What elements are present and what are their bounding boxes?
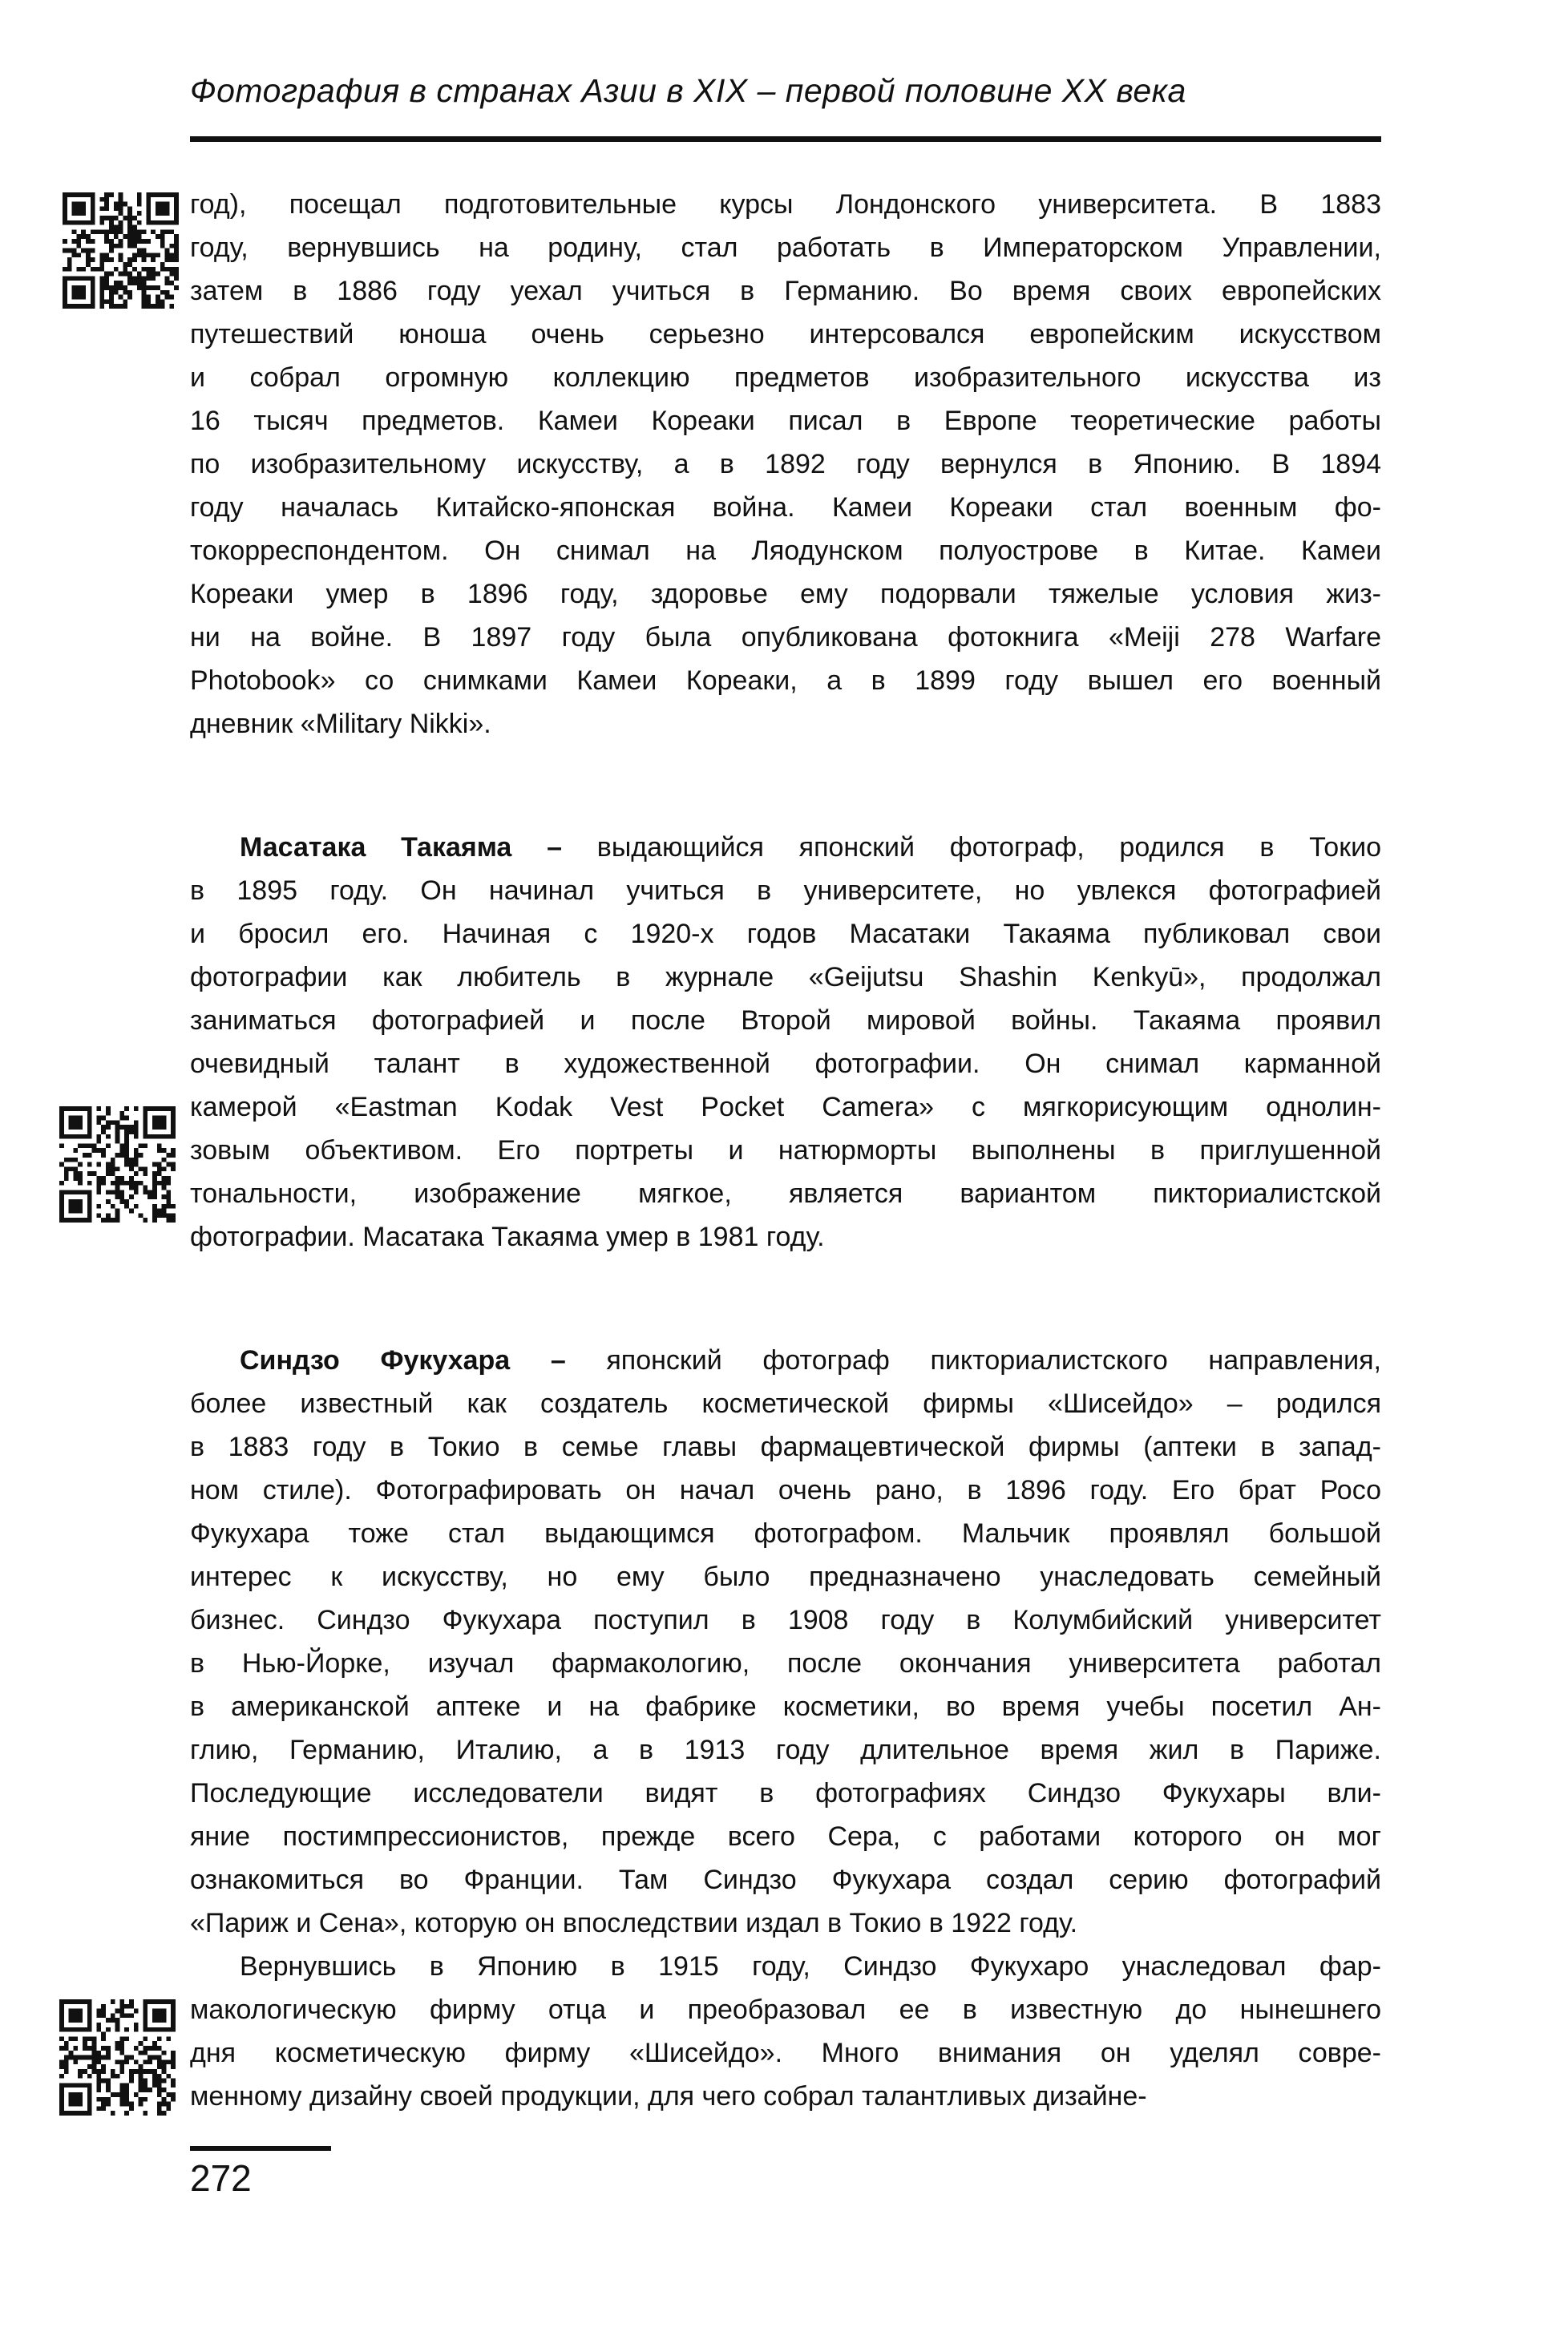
text-line: году, вернувшись на родину, стал работать в Императорском Управлении, bbox=[190, 232, 1381, 263]
qr-code bbox=[63, 192, 179, 309]
text-line: Photobook» со снимками Камеи Кореаки, а в 1899 году вышел его военный bbox=[190, 665, 1381, 696]
text-line: ни на войне. В 1897 году была опубликована фотокнига «Meiji 278 Warfare bbox=[190, 622, 1381, 653]
text-line: токорреспондентом. Он снимал на Ляодунском полуострове в Китае. Камеи bbox=[190, 536, 1381, 566]
text-line: 16 тысяч предметов. Камеи Кореаки писал в Европе теоретические работы bbox=[190, 406, 1381, 436]
paragraph bbox=[190, 183, 1381, 746]
page-number: 272 bbox=[190, 2157, 252, 2199]
text-line: камерой «Eastman Kodak Vest Pocket Camera» с мягкорисующим однолин- bbox=[190, 1092, 1381, 1122]
text-line: Синдзо Фукухара – японский фотограф пикториалистского направления, bbox=[240, 1345, 1381, 1376]
running-header-title: Фотография в странах Азии в XIX – первой половине XX века bbox=[190, 72, 1186, 109]
text-line: дня косметическую фирму «Шисейдо». Много внимания он уделял совре- bbox=[190, 2038, 1381, 2068]
text-line: глию, Германию, Италию, а в 1913 году длительное время жил в Париже. bbox=[190, 1735, 1381, 1765]
paragraph bbox=[190, 1339, 1381, 1945]
text-line: дневник «Military Nikki». bbox=[190, 709, 491, 739]
text-line: макологическую фирму отца и преобразовал ее в известную до нынешнего bbox=[190, 1995, 1381, 2025]
text-line: менному дизайну своей продукции, для чего собрал талантливых дизайне- bbox=[190, 2081, 1147, 2112]
text-line: «Париж и Сена», которую он впоследствии издал в Токио в 1922 году. bbox=[190, 1908, 1078, 1938]
text-line: в 1895 году. Он начинал учиться в университете, но увлекся фотографией bbox=[190, 875, 1381, 906]
text-line: интерес к искусству, но ему было предназначено унаследовать семейный bbox=[190, 1562, 1381, 1592]
text-line: затем в 1886 году уехал учиться в Германию. Во время своих европейских bbox=[190, 276, 1381, 306]
text-line: в американской аптеке и на фабрике косметики, во время учебы посетил Ан- bbox=[190, 1691, 1381, 1722]
qr-code bbox=[59, 1999, 176, 2116]
text-line: фотографии. Масатака Такаяма умер в 1981 году. bbox=[190, 1222, 825, 1252]
text-line: Фукухара тоже стал выдающимся фотографом. Мальчик проявлял большой bbox=[190, 1518, 1381, 1549]
body-text bbox=[190, 183, 1381, 2118]
text-line: и бросил его. Начиная с 1920-х годов Масатаки Такаяма публиковал свои bbox=[190, 919, 1381, 949]
person-name-bold: Масатака Такаяма – bbox=[240, 832, 563, 863]
text-line: в Нью-Йорке, изучал фармакологию, после окончания университета работал bbox=[190, 1648, 1381, 1679]
text-line: зовым объективом. Его портреты и натюрморты выполнены в приглушенной bbox=[190, 1135, 1381, 1166]
text-line: и собрал огромную коллекцию предметов изобразительного искусства из bbox=[190, 362, 1381, 393]
person-name-bold: Синдзо Фукухара – bbox=[240, 1345, 566, 1376]
footer-rule bbox=[190, 2146, 331, 2151]
text-line: Вернувшись в Японию в 1915 году, Синдзо Фукухаро унаследовал фар- bbox=[240, 1951, 1381, 1982]
text-line: фотографии как любитель в журнале «Geijutsu Shashin Kenkyū», продолжал bbox=[190, 962, 1381, 992]
paragraph bbox=[190, 1945, 1381, 2118]
text-line: тональности, изображение мягкое, является вариантом пикториалистской bbox=[190, 1178, 1381, 1209]
text-line: заниматься фотографией и после Второй мировой войны. Такаяма проявил bbox=[190, 1005, 1381, 1036]
text-line: ознакомиться во Франции. Там Синдзо Фукухара создал серию фотографий bbox=[190, 1865, 1381, 1895]
header-rule bbox=[190, 136, 1381, 142]
text-line: бизнес. Синдзо Фукухара поступил в 1908 году в Колумбийский университет bbox=[190, 1605, 1381, 1635]
text-line: году началась Китайско-японская война. Камеи Кореаки стал военным фо- bbox=[190, 492, 1381, 523]
text-line: в 1883 году в Токио в семье главы фармацевтической фирмы (аптеки в запад- bbox=[190, 1432, 1381, 1462]
text-line: год), посещал подготовительные курсы Лондонского университета. В 1883 bbox=[190, 189, 1381, 220]
text-line: более известный как создатель косметической фирмы «Шисейдо» – родился bbox=[190, 1388, 1381, 1419]
text-line: яние постимпрессионистов, прежде всего Сера, с работами которого он мог bbox=[190, 1821, 1381, 1852]
text-line: Кореаки умер в 1896 году, здоровье ему подорвали тяжелые условия жиз- bbox=[190, 579, 1381, 609]
paragraph bbox=[190, 826, 1381, 1259]
text-line: очевидный талант в художественной фотографии. Он снимал карманной bbox=[190, 1049, 1381, 1079]
text-line: Масатака Такаяма – выдающийся японский фотограф, родился в Токио bbox=[240, 832, 1381, 863]
text-line: по изобразительному искусству, а в 1892 году вернулся в Японию. В 1894 bbox=[190, 449, 1381, 479]
text-line: путешествий юноша очень серьезно интерсовался европейским искусством bbox=[190, 319, 1381, 350]
text-line: Последующие исследователи видят в фотографиях Синдзо Фукухары вли- bbox=[190, 1778, 1381, 1809]
qr-code bbox=[59, 1106, 176, 1223]
text-line: ном стиле). Фотографировать он начал очень рано, в 1896 году. Его брат Росо bbox=[190, 1475, 1381, 1506]
